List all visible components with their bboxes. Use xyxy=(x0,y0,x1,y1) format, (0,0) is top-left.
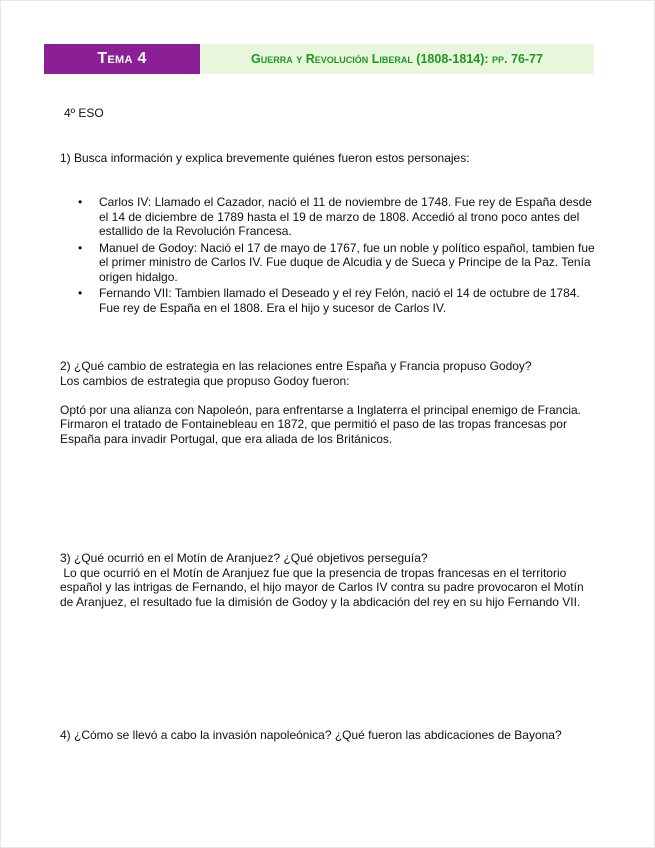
question-4-prompt: 4) ¿Cómo se llevó a cabo la invasión napoleónica? ¿Qué fueron las abdicaciones de Bayona? xyxy=(60,728,562,742)
list-item-text: Manuel de Godoy: Nació el 17 de mayo de 1767, fue un noble y político español, tambien fue el primer ministro de Carlos IV. Fue duque de Alcudia y de Sueca y Principe de la Paz. Tenía origen hidalgo. xyxy=(99,240,595,284)
list-item xyxy=(60,195,600,239)
question-2-intro: Los cambios de estrategia que propuso Godoy fueron: xyxy=(60,373,350,388)
question-3-prompt: 3) ¿Qué ocurrió en el Motín de Aranjuez? ¿Qué objetivos perseguía? xyxy=(60,551,428,565)
bullet-icon: • xyxy=(78,286,83,300)
bullet-icon: • xyxy=(78,240,83,255)
list-item xyxy=(60,241,600,285)
list-item-text: Carlos IV: Llamado el Cazador, nació el 11 de noviembre de 1748. Fue rey de España desde el 14 de diciembre de 1789 hasta el 19 de marzo de 1808. Accedió al trono poco antes del estallido de la Revolución Francesa. xyxy=(99,195,592,238)
question-1-answer-list xyxy=(60,195,600,317)
question-3-answer: Lo que ocurrió en el Motín de Aranjuez fue que la presencia de tropas francesas en el territorio español y las intrigas de Fernando, el hijo mayor de Carlos IV contra su padre provocaron el Motín de Aranjuez, el resultado fue la dimisión de Godoy y la abdicación del rey en su hijo Fernando VII. xyxy=(60,565,587,609)
list-item-text: Fernando VII: Tambien llamado el Deseado y el rey Felón, nació el 14 de octubre de 1784. Fue rey de España en el 1808. Era el hijo y sucesor de Carlos IV. xyxy=(99,286,580,315)
question-2-answer-1: Optó por una alianza con Napoleón, para enfrentarse a Inglaterra el principal enemigo de Francia. xyxy=(60,402,581,417)
blank-line xyxy=(60,388,590,403)
tema-badge: Tema 4 xyxy=(44,44,200,74)
bullet-icon: • xyxy=(78,195,83,209)
list-item xyxy=(60,286,600,315)
unit-title: Guerra y Revolución Liberal (1808-1814): pp. 76-77 xyxy=(200,44,594,74)
question-3-block xyxy=(60,551,590,609)
question-2-prompt: 2) ¿Qué cambio de estrategia en las relaciones entre España y Francia propuso Godoy? xyxy=(60,359,532,373)
question-4-block xyxy=(60,728,590,743)
course-label: 4º ESO xyxy=(64,106,104,120)
question-2-block xyxy=(60,359,590,446)
question-2-answer-2: Firmaron el tratado de Fontainebleau en 1872, que permitió el paso de las tropas francesas por España para invadir Portugal, que era aliada de los Británicos. xyxy=(60,417,567,446)
document-header xyxy=(44,44,594,74)
question-1-prompt: 1) Busca información y explica brevemente quiénes fueron estos personajes: xyxy=(60,151,470,165)
